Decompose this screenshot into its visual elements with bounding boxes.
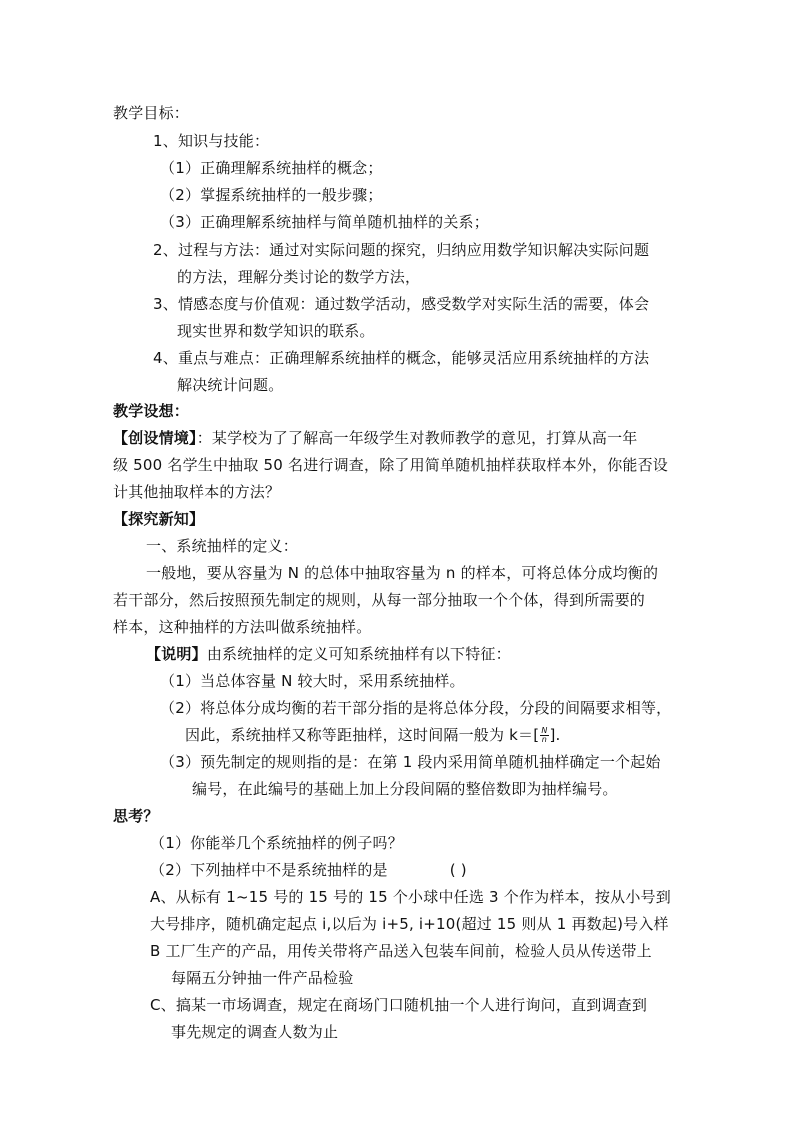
feature-3-line-2: 编号，在此编号的基础上加上分段间隔的整倍数即为抽样编号。 xyxy=(192,780,618,798)
scenario-line-1 xyxy=(113,428,638,448)
objective-2-line-1: 2、过程与方法：通过对实际问题的探究，归纳应用数学知识解决实际问题 xyxy=(153,241,650,259)
option-a-line-1: A、从标有 1~15 号的 15 号的 15 个小球中任选 3 个作为样本，按从小号到 xyxy=(150,888,671,906)
option-b-line-2: 每隔五分钟抽一件产品检验 xyxy=(171,969,354,987)
interval-text: 因此，系统抽样又称等距抽样，这时间隔一般为 k＝[ xyxy=(185,726,540,744)
heading-explore-new: 【探究新知】 xyxy=(113,510,205,528)
objective-1: 1、知识与技能： xyxy=(153,132,270,150)
fraction-denominator: n xyxy=(541,735,548,744)
question-1: （1）你能举几个系统抽样的例子吗？ xyxy=(150,834,403,852)
scenario-line-2: 级 500 名学生中抽取 50 名进行调查，除了用简单随机抽样获取样本外，你能否设 xyxy=(113,456,668,474)
fraction-n-over-n xyxy=(540,727,548,744)
definition-line-3: 样本，这种抽样的方法叫做系统抽样。 xyxy=(113,618,372,636)
objective-4-line-2: 解决统计问题。 xyxy=(177,376,284,394)
heading-teaching-objectives: 教学目标： xyxy=(113,104,190,122)
scenario-line-3: 计其他抽取样本的方法？ xyxy=(113,483,281,501)
option-a-line-2: 大号排序，随机确定起点 i,以后为 i+5, i+10(超过 15 则从 1 再数起)号入样 xyxy=(150,915,669,933)
heading-teaching-plan: 教学设想： xyxy=(113,402,190,420)
objective-1-item-1: （1）正确理解系统抽样的概念； xyxy=(160,159,383,177)
objective-2-line-2: 的方法，理解分类讨论的数学方法， xyxy=(177,268,421,286)
option-c-line-2: 事先规定的调查人数为止 xyxy=(171,1023,339,1041)
objective-4-line-1: 4、重点与难点：正确理解系统抽样的概念，能够灵活应用系统抽样的方法 xyxy=(153,349,650,367)
feature-2-line-1: （2）将总体分成均衡的若干部分指的是将总体分段，分段的间隔要求相等， xyxy=(160,699,672,717)
objective-3-line-1: 3、情感态度与价值观：通过数学活动，感受数学对实际生活的需要，体会 xyxy=(153,295,650,313)
feature-2-line-2 xyxy=(185,725,561,745)
objective-1-item-2: （2）掌握系统抽样的一般步骤； xyxy=(160,186,383,204)
fraction-numerator: N xyxy=(541,726,548,735)
answer-blank: ( ) xyxy=(449,861,467,879)
question-2-text: （2）下列抽样中不是系统抽样的是 xyxy=(150,861,388,879)
section-definition-title: 一、系统抽样的定义： xyxy=(146,537,299,555)
option-b-line-1: B 工厂生产的产品，用传关带将产品送入包装车间前，检验人员从传送带上 xyxy=(150,942,652,960)
note-text: 由系统抽样的定义可知系统抽样有以下特征： xyxy=(206,645,511,663)
question-2 xyxy=(150,860,467,880)
note-label: 【说明】 xyxy=(146,645,207,663)
objective-1-item-3: （3）正确理解系统抽样与简单随机抽样的关系； xyxy=(160,213,489,231)
feature-3-line-1: （3）预先制定的规则指的是：在第 1 段内采用简单随机抽样确定一个起始 xyxy=(160,753,661,771)
note-line xyxy=(146,644,511,664)
scenario-text: ：某学校为了了解高一年级学生对教师教学的意见，打算从高一年 xyxy=(196,429,638,447)
definition-line-2: 若干部分，然后按照预先制定的规则，从每一部分抽取一个个体，得到所需要的 xyxy=(113,591,646,609)
option-c-line-1: C、搞某一市场调查，规定在商场门口随机抽一个人进行询问，直到调查到 xyxy=(150,996,648,1014)
objective-3-line-2: 现实世界和数学知识的联系。 xyxy=(177,322,375,340)
heading-think: 思考？ xyxy=(113,807,159,825)
definition-line-1: 一般地，要从容量为 N 的总体中抽取容量为 n 的样本，可将总体分成均衡的 xyxy=(146,564,659,582)
scenario-label: 【创设情境】 xyxy=(113,429,197,447)
interval-close: ]. xyxy=(549,726,561,744)
feature-1: （1）当总体容量 N 较大时，采用系统抽样。 xyxy=(160,672,465,690)
